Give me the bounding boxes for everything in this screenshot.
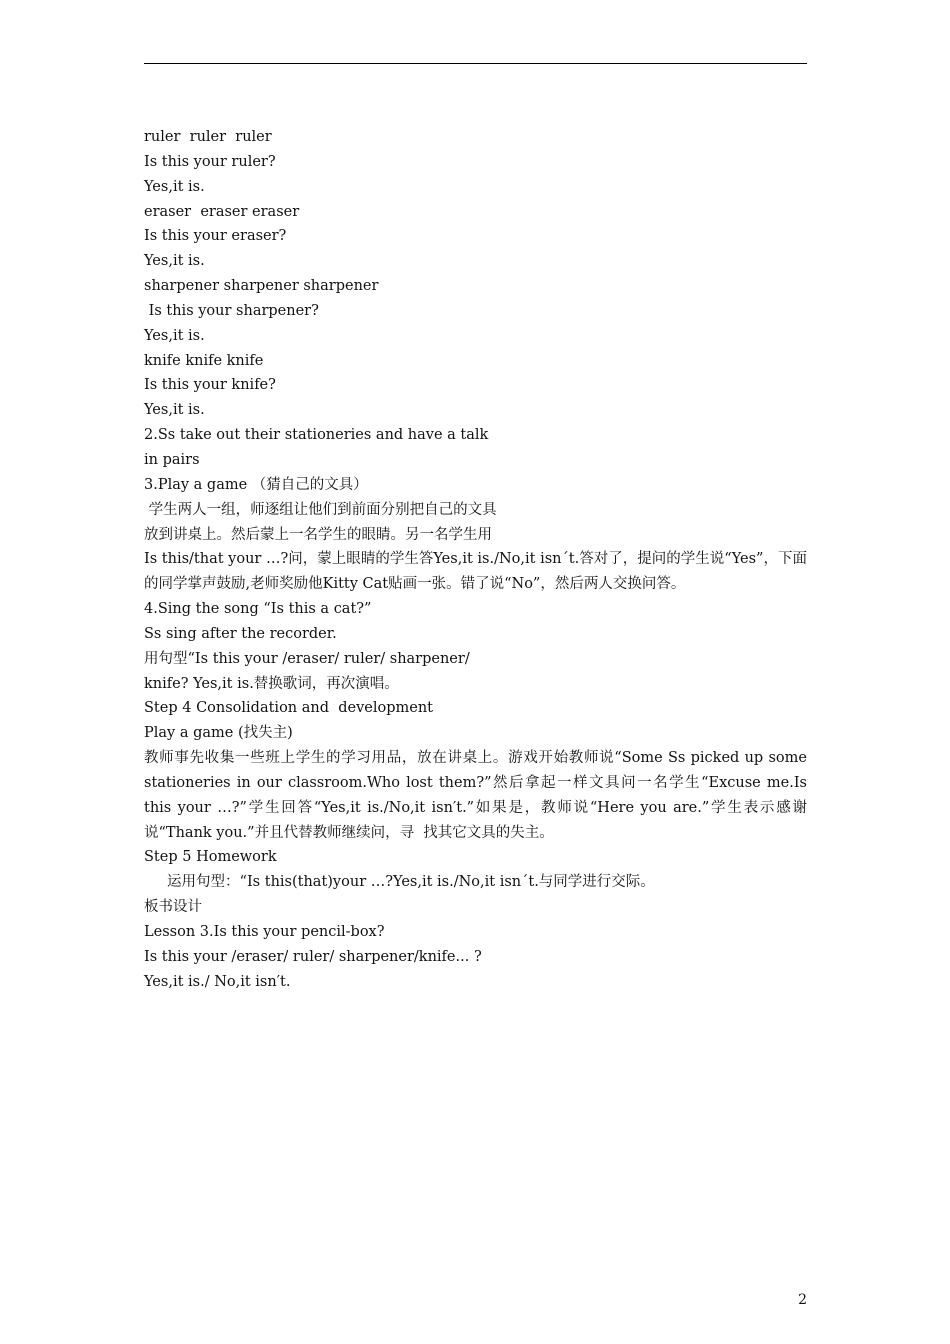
text-paragraph: Is this/that your …?问，蒙上眼睛的学生答Yes,it is./No,it isn´t.答对了，提问的学生说“Yes”，下面的同学掌声鼓励,老师奖励他Kitty Cat贴画一张。错了说“No”，然后两人交换问答。 [144, 551, 807, 593]
text-line: 2.Ss take out their stationeries and have a talk [144, 427, 489, 444]
header-rule [144, 63, 807, 64]
page-number: 2 [798, 1292, 807, 1308]
text-line: sharpener sharpener sharpener [144, 278, 379, 295]
text-line: in pairs [144, 451, 200, 468]
text-line: Yes,it is./ No,it isn′t. [144, 973, 291, 990]
text-line: 学生两人一组，师逐组让他们到前面分别把自己的文具 [144, 501, 497, 518]
text-line: 放到讲桌上。然后蒙上一名学生的眼睛。另一名学生用 [144, 526, 492, 543]
text-line: Is this your eraser? [144, 228, 287, 245]
text-line: 用句型“Is this your /eraser/ ruler/ sharpener/ [144, 650, 470, 667]
text-line: Play a game (找失主) [144, 725, 293, 742]
text-line: knife? Yes,it is.替换歌词，再次演唱。 [144, 675, 399, 692]
text-line: 4.Sing the song “Is this a cat?” [144, 601, 372, 618]
text-line: Is this your knife? [144, 377, 276, 394]
text-line: Ss sing after the recorder. [144, 625, 337, 642]
text-line: ruler ruler ruler [144, 129, 272, 145]
text-line: Step 4 Consolidation and development [144, 700, 434, 717]
text-line: 板书设计 [144, 899, 202, 916]
text-line: Is this your ruler? [144, 153, 276, 170]
text-line: 运用句型：“Is this(that)your …?Yes,it is./No,it isn´t.与同学进行交际。 [144, 874, 655, 891]
text-paragraph: 教师事先收集一些班上学生的学习用品，放在讲桌上。游戏开始教师说“Some Ss picked up some stationeries in our classroom.Who lost them?”然后拿起一样文具问一名学生“Excuse me.Is this your …?”学生回答“Yes,it is./No,it isn′t.”如果是，教师说“Here you are.”学生表示感谢说“Thank you.”并且代替教师继续问，寻 找其它文具的失主。 [144, 750, 812, 841]
text-line: Yes,it is. [144, 402, 205, 419]
text-line: Is this your /eraser/ ruler/ sharpener/knife... ? [144, 948, 482, 965]
text-line: Is this your sharpener? [144, 302, 319, 319]
text-line: knife knife knife [144, 352, 264, 369]
text-line: Lesson 3.Is this your pencil-box? [144, 924, 385, 940]
text-line: eraser eraser eraser [144, 203, 300, 220]
document-body [144, 125, 812, 995]
text-line: Step 5 Homework [144, 849, 277, 866]
text-line: Yes,it is. [144, 178, 205, 195]
text-line: Yes,it is. [144, 327, 205, 344]
text-line: 3.Play a game （猜自己的文具） [144, 476, 368, 493]
text-line: Yes,it is. [144, 253, 205, 270]
